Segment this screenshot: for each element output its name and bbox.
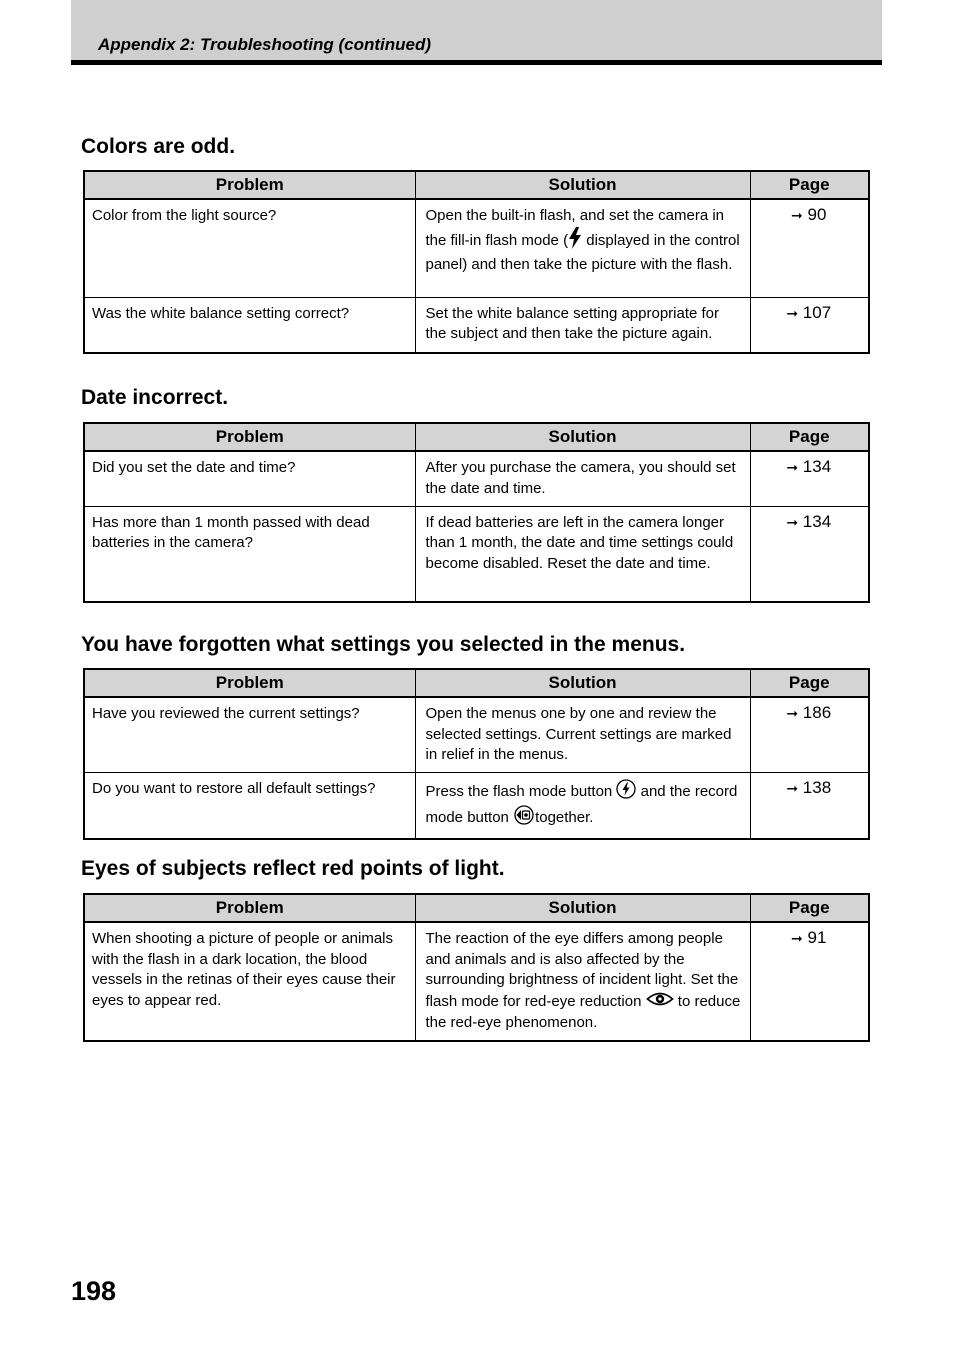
column-header-page: Page bbox=[750, 894, 869, 922]
page-cell bbox=[750, 506, 869, 602]
solution-cell bbox=[415, 772, 750, 839]
page-cell bbox=[750, 922, 869, 1041]
record-mode-button-icon bbox=[513, 805, 535, 832]
page-ref: 90 bbox=[807, 205, 827, 224]
table-row bbox=[84, 772, 869, 839]
section-title-red-eye: Eyes of subjects reflect red points of light. bbox=[81, 857, 505, 880]
table-row bbox=[84, 199, 869, 297]
page-cell bbox=[750, 297, 869, 353]
page-cell bbox=[750, 451, 869, 506]
table-header-row bbox=[84, 894, 869, 922]
header-bar bbox=[71, 0, 882, 65]
column-header-solution: Solution bbox=[415, 894, 750, 922]
table-menus bbox=[83, 668, 870, 840]
red-eye-reduction-icon bbox=[646, 991, 674, 1014]
arrow-right-icon: ➞ bbox=[786, 779, 799, 796]
table-row bbox=[84, 506, 869, 602]
solution-cell bbox=[415, 199, 750, 297]
solution-text: together. bbox=[535, 809, 594, 827]
page-cell bbox=[750, 772, 869, 839]
solution-text: displayed in the control panel) and then take the picture with the flash. bbox=[425, 231, 740, 273]
arrow-right-icon: ➞ bbox=[786, 304, 799, 321]
flash-icon bbox=[568, 227, 582, 256]
column-header-solution: Solution bbox=[415, 669, 750, 697]
solution-cell: If dead batteries are left in the camera longer than 1 month, the date and time settings could become disabled. Reset the date and time. bbox=[415, 506, 750, 602]
problem-cell: Did you set the date and time? bbox=[84, 451, 415, 506]
table-red-eye bbox=[83, 893, 870, 1042]
section-title-date: Date incorrect. bbox=[81, 386, 229, 409]
table-row bbox=[84, 451, 869, 506]
problem-cell: Have you reviewed the current settings? bbox=[84, 697, 415, 772]
column-header-solution: Solution bbox=[415, 423, 750, 451]
table-date bbox=[83, 422, 870, 603]
solution-text: to reduce the red-eye phenomenon. bbox=[425, 992, 741, 1031]
arrow-right-icon: ➞ bbox=[786, 459, 799, 475]
column-header-problem: Problem bbox=[84, 423, 415, 451]
section-title-colors: Colors are odd. bbox=[81, 135, 236, 158]
page-ref: 186 bbox=[802, 703, 832, 722]
problem-cell: Do you want to restore all default settings? bbox=[84, 772, 415, 839]
column-header-problem: Problem bbox=[84, 171, 415, 199]
header-title: Appendix 2: Troubleshooting (continued) bbox=[98, 35, 432, 54]
column-header-page: Page bbox=[750, 669, 869, 697]
problem-cell: When shooting a picture of people or animals with the flash in a dark location, the blood vessels in the retinas of their eyes cause their eyes to appear red. bbox=[84, 922, 415, 1041]
page-ref: 91 bbox=[807, 928, 827, 947]
arrow-right-icon: ➞ bbox=[786, 513, 799, 530]
table-row bbox=[84, 922, 869, 1041]
column-header-problem: Problem bbox=[84, 669, 415, 697]
arrow-right-icon: ➞ bbox=[786, 705, 799, 721]
page-ref: 134 bbox=[802, 457, 832, 476]
solution-text: Open the built-in flash, and set the camera in the fill-in flash mode ( bbox=[425, 207, 725, 249]
problem-cell: Color from the light source? bbox=[84, 199, 415, 297]
table-header-row bbox=[84, 171, 869, 199]
flash-mode-button-icon bbox=[616, 779, 636, 806]
table-row bbox=[84, 297, 869, 353]
page-cell bbox=[750, 697, 869, 772]
page-ref: 107 bbox=[802, 302, 832, 322]
solution-cell: After you purchase the camera, you should set the date and time. bbox=[415, 451, 750, 506]
column-header-problem: Problem bbox=[84, 894, 415, 922]
section-title-menus: You have forgotten what settings you selected in the menus. bbox=[81, 633, 686, 656]
page-ref: 134 bbox=[802, 511, 832, 531]
table-row bbox=[84, 697, 869, 772]
column-header-solution: Solution bbox=[415, 171, 750, 199]
solution-cell: Open the menus one by one and review the selected settings. Current settings are marked in relief in the menus. bbox=[415, 697, 750, 772]
table-colors bbox=[83, 170, 870, 354]
arrow-right-icon: ➞ bbox=[791, 207, 803, 223]
solution-text: The reaction of the eye differs among people and animals and is also affected by the surrounding brightness of incident light. Set the flash mode for red-eye reduction bbox=[425, 930, 739, 1010]
column-header-page: Page bbox=[750, 423, 869, 451]
solution-text: Press the flash mode button bbox=[425, 782, 617, 800]
problem-cell: Was the white balance setting correct? bbox=[84, 297, 415, 353]
column-header-page: Page bbox=[750, 171, 869, 199]
page-ref: 138 bbox=[802, 777, 832, 797]
solution-text: and the record mode button bbox=[425, 782, 738, 827]
solution-cell bbox=[415, 922, 750, 1041]
table-header-row bbox=[84, 423, 869, 451]
arrow-right-icon: ➞ bbox=[791, 930, 803, 946]
table-header-row bbox=[84, 669, 869, 697]
solution-cell: Set the white balance setting appropriate for the subject and then take the picture again. bbox=[415, 297, 750, 353]
page-number: 198 bbox=[71, 1276, 117, 1306]
problem-cell: Has more than 1 month passed with dead batteries in the camera? bbox=[84, 506, 415, 602]
page-cell bbox=[750, 199, 869, 297]
